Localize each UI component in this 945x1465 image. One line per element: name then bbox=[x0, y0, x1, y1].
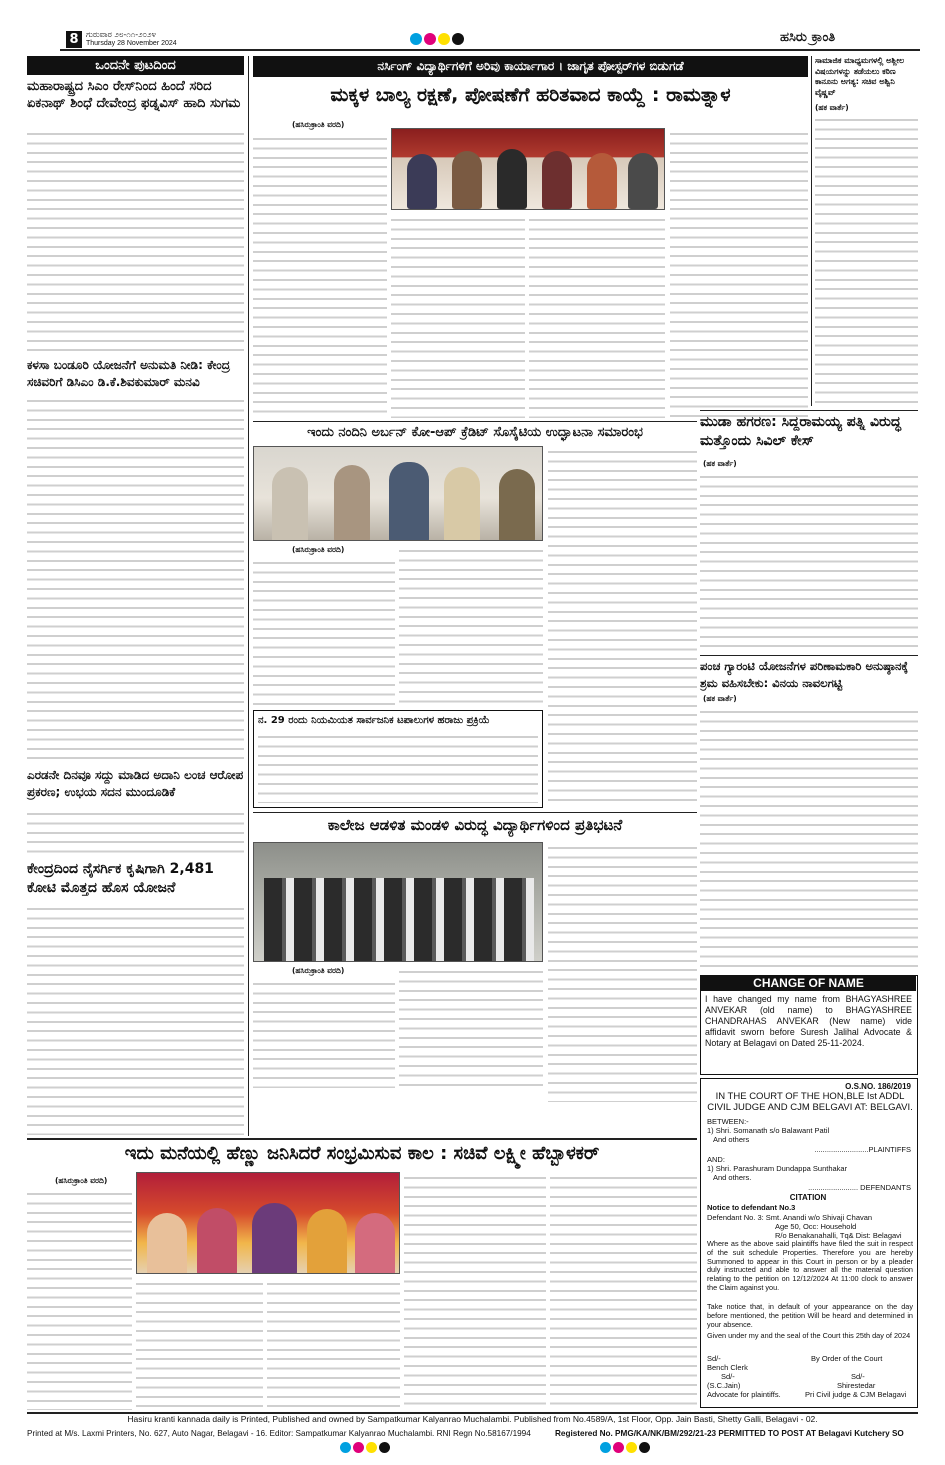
header-date-english: Thursday 28 November 2024 bbox=[86, 40, 177, 47]
right-story1-dateline: (ಹಕ ವಾರ್ತೆ) bbox=[815, 103, 849, 112]
court-citation: CITATION bbox=[789, 1193, 827, 1202]
urban-story-headline: ಇಂದು ನಂದಿನಿ ಅರ್ಬನ್ ಕೋ-ಆಪ್ ಕ್ರೆಡಿಟ್ ಸೊಸೈಟಿಯ ಉದ್ಘಾಟನಾ ಸಮಾರಂಭ bbox=[307, 425, 643, 440]
masthead-title: ಹಸಿರು ಕ್ರಾಂತಿ bbox=[780, 30, 836, 45]
court-sd1: Sd/- bbox=[707, 1354, 721, 1363]
top-story-kicker: ನರ್ಸಿಂಗ್ ವಿದ್ಯಾರ್ಥಿಗಳಿಗೆ ಅರಿವು ಕಾರ್ಯಾಗಾರ । ಜಾಗೃತ ಪೋಸ್ಟರ್‌ಗಳ ಬಿಡುಗಡೆ bbox=[253, 56, 808, 77]
court-age: Age 50, Occ: Household bbox=[775, 1222, 857, 1231]
top-story-body-col3 bbox=[529, 214, 665, 418]
court-notice-to: Notice to defendant No.3 bbox=[707, 1203, 796, 1212]
bottom-story-body-col4 bbox=[404, 1172, 546, 1410]
urban-story-body-col3 bbox=[548, 446, 697, 808]
court-address: R/o Benakanahalli, Tq& Dist: Belagavi bbox=[775, 1231, 902, 1240]
top-story-dateline: (ಹಸಿರುಕ್ರಾಂತಿ ವರದಿ) bbox=[292, 120, 345, 129]
court-shirestedar: Shirestedar bbox=[837, 1381, 876, 1390]
court-defendant3: Defendant No. 3: Smt. Anandi w/o Shivaji Chavan bbox=[707, 1213, 873, 1222]
bottom-story-body-col2 bbox=[136, 1278, 263, 1410]
court-given: Given under my and the seal of the Court this 25th day of 2024 bbox=[707, 1331, 911, 1340]
court-plaintiff: 1) Shri. Somanath s/o Balawant Patil bbox=[707, 1126, 830, 1135]
top-story-photo bbox=[391, 128, 665, 210]
footer-cmyk-marks-right bbox=[600, 1442, 660, 1454]
bottom-story-body-col3 bbox=[267, 1278, 400, 1410]
left-story1-body bbox=[27, 128, 244, 353]
right-story2-body bbox=[700, 471, 918, 651]
court-defendant-others: And others. bbox=[713, 1173, 752, 1182]
court-advocate: Advocate for plaintiffs. bbox=[707, 1390, 781, 1399]
top-story-headline: ಮಕ್ಕಳ ಬಾಲ್ಯ ರಕ್ಷಣೆ, ಪೋಷಣೆಗೆ ಹರಿತವಾದ ಕಾಯ್ದೆ : ರಾಮತ್ನಾಳ bbox=[330, 84, 731, 106]
court-defendants-label: ........................ DEFENDANTS bbox=[808, 1183, 911, 1192]
footer-line1: Hasiru kranti kannada daily is Printed, Published and owned by Sampatkumar Kalyanrao Muchalambi. Published from No.4589/A, 1st Floor, Opp. Jain Basti, Shetty Galli, Belagavi - 02. bbox=[127, 1414, 818, 1424]
urban-story-body-col2 bbox=[399, 545, 543, 707]
left-story1-headline: ಮಹಾರಾಷ್ಟ್ರದ ಸಿಎಂ ರೇಸ್‌ನಿಂದ ಹಿಂದೆ ಸರಿದ ಏಕನಾಥ್ ಶಿಂಧೆ ದೇವೇಂದ್ರ ಫಡ್ನವಿಸ್ ಹಾದಿ ಸುಗಮ bbox=[27, 79, 241, 111]
left-story4-body bbox=[27, 903, 244, 1135]
court-plaintiffs-label: ..........................PLAINTIFFS bbox=[814, 1145, 911, 1154]
footer-cmyk-marks bbox=[340, 1442, 400, 1454]
left-story3-headline: ಎರಡನೇ ದಿನವೂ ಸದ್ದು ಮಾಡಿದ ಅದಾನಿ ಲಂಚ ಆರೋಪ ಪ್ರಕರಣ; ಉಭಯ ಸದನ ಮುಂದೂಡಿಕೆ bbox=[27, 768, 244, 799]
right-story3-dateline: (ಹಕ ವಾರ್ತೆ) bbox=[703, 694, 737, 703]
college-story-body-col3 bbox=[548, 842, 697, 1102]
court-defendant: 1) Shri. Parashuram Dundappa Sunthakar bbox=[707, 1164, 848, 1173]
footer-line3: Registered No. PMG/KA/NK/BM/292/21-23 PERMITTED TO POST AT Belagavi Kutchery SO bbox=[555, 1429, 904, 1438]
right-story1-headline: ಸಾಮಾಜಿಕ ಮಾಧ್ಯಮಗಳಲ್ಲಿ ಅಶ್ಲೀಲ ವಿಷಯಗಳನ್ನು ತಡೆಯಲು ಕಠಿಣ ಕಾನೂನು ಅಗತ್ಯ: ಸಚಿವ ಅಶ್ವಿನಿ ವೈಷ್ಣವ್ bbox=[815, 56, 905, 97]
top-story-body-col2 bbox=[391, 214, 525, 418]
court-take-notice: Take notice that, in default of your appearance on the day before mentioned, the petition Will be heard and determined in your absence. bbox=[707, 1302, 913, 1329]
auction-notice-body bbox=[258, 731, 538, 803]
change-of-name-box bbox=[700, 975, 918, 1075]
bottom-story-dateline: (ಹಸಿರುಕ್ರಾಂತಿ ವರದಿ) bbox=[55, 1176, 108, 1185]
change-of-name-body: I have changed my name from BHAGYASHREE ANVEKAR (old name) to BHAGYASHREE CHANDRAHAS ANVEKAR (New name) vide affidavit sworn before Suresh Jalihal Advocate & Notary at Belagavi on Dated 25-11-2024. bbox=[705, 994, 912, 1048]
college-story-body-col2 bbox=[399, 966, 543, 1088]
right-story2-dateline: (ಹಕ ವಾರ್ತೆ) bbox=[703, 459, 737, 468]
bottom-story-body-col1 bbox=[27, 1188, 132, 1410]
urban-story-photo bbox=[253, 446, 543, 541]
college-story-dateline: (ಹಸಿರುಕ್ರಾಂತಿ ವರದಿ) bbox=[292, 966, 345, 975]
left-story2-headline: ಕಳಸಾ ಬಂಡೂರಿ ಯೋಜನೆಗೆ ಅನುಮತಿ ನೀಡಿ: ಕೇಂದ್ರ ಸಚಿವರಿಗೆ ಡಿಸಿಎಂ ಡಿ.ಕೆ.ಶಿವಕುಮಾರ್ ಮನವಿ bbox=[27, 358, 231, 389]
right-story3-headline: ಪಂಚ ಗ್ಯಾರಂಟಿ ಯೋಜನೆಗಳ ಪರಿಣಾಮಕಾರಿ ಅನುಷ್ಠಾನಕ್ಕೆ ಶ್ರಮ ವಹಿಸಬೇಕು: ವಿನಯ ನಾವಲಗಟ್ಟಿ bbox=[700, 659, 909, 690]
college-story-body-col1 bbox=[253, 978, 395, 1088]
court-bench-clerk: Bench Clerk bbox=[707, 1363, 748, 1372]
auction-notice-box bbox=[253, 710, 543, 808]
college-story-photo bbox=[253, 842, 543, 962]
court-plaintiff-others: And others bbox=[713, 1135, 750, 1144]
left-story2-body bbox=[27, 395, 244, 763]
court-sc-jain: (S.C.Jain) bbox=[707, 1381, 741, 1390]
bottom-story-photo bbox=[136, 1172, 400, 1274]
header-date-kannada: ಗುರುವಾರ ೨೮-೧೧-೨೦೨೪ bbox=[86, 30, 156, 39]
left-story3-body bbox=[27, 808, 244, 856]
court-pri-judge: Pri Civil judge & CJM Belagavi bbox=[805, 1390, 907, 1399]
top-story-body-col4 bbox=[670, 128, 808, 418]
right-story1-body bbox=[815, 114, 918, 408]
left-story4-headline: ಕೇಂದ್ರದಿಂದ ನೈಸರ್ಗಿಕ ಕೃಷಿಗಾಗಿ 2,481 ಕೋಟಿ ಮೊತ್ತದ ಹೊಸ ಯೋಜನೆ bbox=[27, 861, 214, 896]
urban-story-body-col1 bbox=[253, 557, 395, 707]
auction-notice-title: ನ. 29 ರಂದು ನಿಯಮಿಯತ ಸಾರ್ವಜನಿಕ ಟಪಾಲುಗಳ ಹರಾಜು ಪ್ರಕ್ರಿಯೆ bbox=[258, 715, 490, 726]
court-case-number: O.S.NO. 186/2019 bbox=[845, 1082, 911, 1091]
court-and: AND: bbox=[707, 1155, 725, 1164]
header-cmyk-marks bbox=[410, 33, 470, 45]
court-name: IN THE COURT OF THE HON,BLE Ist ADDL CIVIL JUDGE AND CJM BELGAVI AT: BELGAVI. bbox=[707, 1091, 913, 1113]
college-story-headline: ಕಾಲೇಜ ಆಡಳಿತ ಮಂಡಳಿ ವಿರುದ್ಧ ವಿದ್ಯಾರ್ಥಿಗಳಿಂದ ಪ್ರತಿಭಟನೆ bbox=[327, 816, 623, 834]
court-body: Where as the above said plaintiffs have filed the suit in respect of the suit schedule Properties. Therefore you are hereby Summoned to appear in this Court in person or by a pleader duly instructed and able to answer all the material question relating to the petition on 12/12/2024 At 11:00 clock to answer the Claim against you. bbox=[707, 1239, 913, 1292]
page-number: 8 bbox=[66, 31, 82, 48]
change-of-name-title: CHANGE OF NAME bbox=[701, 976, 916, 991]
urban-story-dateline: (ಹಸಿರುಕ್ರಾಂತಿ ವರದಿ) bbox=[292, 545, 345, 554]
court-sd2: Sd/- bbox=[721, 1372, 735, 1381]
top-story-body-col1 bbox=[253, 133, 387, 418]
right-story3-body bbox=[700, 706, 918, 970]
page-header bbox=[60, 30, 920, 50]
court-notice-box bbox=[700, 1078, 918, 1408]
section-label-continued: ಒಂದನೇ ಪುಟದಿಂದ bbox=[27, 56, 244, 75]
court-between: BETWEEN:- bbox=[707, 1117, 749, 1126]
bottom-story-headline: ಇದು ಮನೆಯಲ್ಲಿ ಹೆಣ್ಣು ಜನಿಸಿದರೆ ಸಂಭ್ರಮಿಸುವ ಕಾಲ : ಸಚಿವೆ ಲಕ್ಷ್ಮೀ ಹೆಬ್ಬಾಳಕರ್ bbox=[124, 1143, 600, 1164]
bottom-story-body-col5 bbox=[550, 1172, 697, 1410]
footer-line2: Printed at M/s. Laxmi Printers, No. 627, Auto Nagar, Belagavi - 16. Editor: Sampatkumar Kalyanrao Muchalambi. RNI Regn No.58167/1994 bbox=[27, 1429, 531, 1438]
court-by-order: By Order of the Court bbox=[811, 1354, 883, 1363]
court-sd3: Sd/- bbox=[851, 1372, 865, 1381]
right-story2-headline: ಮುಡಾ ಹಗರಣ: ಸಿದ್ದರಾಮಯ್ಯ ಪತ್ನಿ ವಿರುದ್ಧ ಮತ್ತೊಂದು ಸಿವಿಲ್ ಕೇಸ್ bbox=[700, 414, 902, 449]
